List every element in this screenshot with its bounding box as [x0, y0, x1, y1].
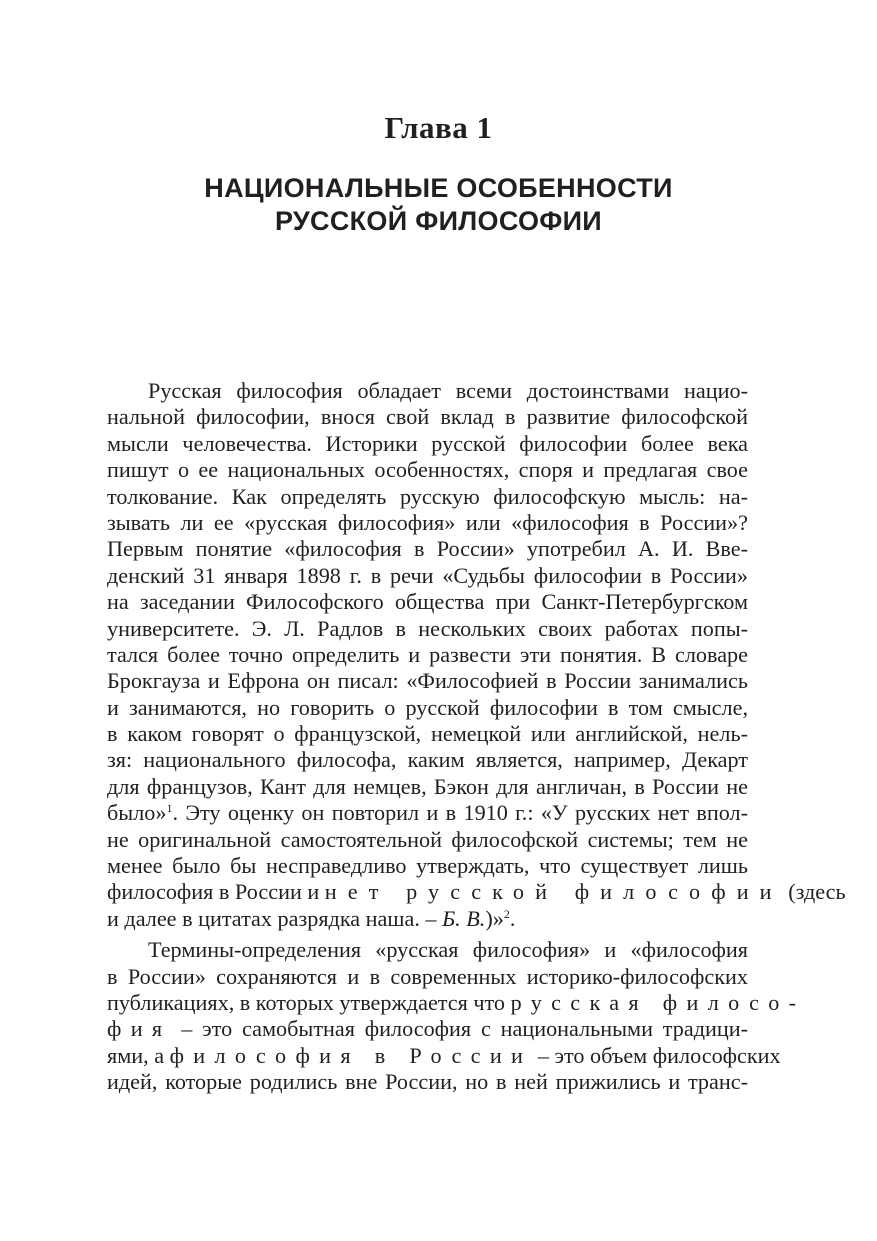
- text-line: [107, 1042, 781, 1069]
- text-line: [107, 906, 748, 932]
- text-line: и занимаются, но говорить о русской философии в том смысле,: [107, 694, 748, 720]
- text-line: пишут о ее национальных особенностях, споря и предлагая свое: [107, 457, 748, 483]
- spaced-emphasis: философия в России: [169, 1042, 533, 1068]
- text-line: мысли человечества. Историки русской философии более века: [107, 430, 748, 456]
- text-segment: философия в России и: [107, 879, 320, 905]
- footnote-ref-2[interactable]: 2: [503, 907, 510, 922]
- spaced-emphasis: нет русской философии: [324, 879, 783, 905]
- text-line: Брокгауза и Ефрона он писал: «Философией в России занимались: [107, 668, 748, 694]
- text-line: [107, 989, 806, 1016]
- text-line: для французов, Кант для немцев, Бэкон для англичан, в России не: [107, 773, 748, 799]
- text-line: толкование. Как определять русскую философскую мысль: на-: [107, 483, 748, 509]
- text-line: Термины-определения «русская философия» и «философия: [148, 937, 748, 963]
- text-segment: ями, а: [107, 1042, 165, 1068]
- text-line: менее было бы несправедливо утверждать, что существует лишь: [107, 853, 748, 879]
- text-line: нальной философии, внося свой вклад в развитие философской: [107, 404, 748, 430]
- text-line: зя: национального философа, каким является, например, Декарт: [107, 747, 748, 773]
- chapter-number: Глава 1: [384, 110, 493, 145]
- body-text: [107, 378, 846, 1096]
- text-line: [107, 1016, 748, 1042]
- author-initials: Б. В.: [442, 905, 486, 931]
- text-line: тался более точно определить и развести эти понятия. В словаре: [107, 641, 748, 667]
- spaced-emphasis: русская филосо-: [510, 989, 806, 1015]
- chapter-title-line: НАЦИОНАЛЬНЫЕ ОСОБЕННОСТИ: [204, 173, 673, 203]
- chapter-title-line: РУССКОЙ ФИЛОСОФИИ: [274, 206, 603, 236]
- text-line: зывать ли ее «русская философия» или «философия в России»?: [107, 509, 748, 535]
- text-segment: (здесь: [788, 879, 846, 905]
- text-line: не оригинальной самостоятельной философской системы; тем не: [107, 826, 748, 852]
- text-line: денский 31 января 1898 г. в речи «Судьбы философии в России»: [107, 562, 748, 588]
- text-segment: было»: [107, 800, 167, 826]
- text-segment: )»: [485, 905, 504, 931]
- text-segment: и далее в цитатах разрядка наша. –: [107, 905, 437, 931]
- text-segment: . Эту оценку он повторил и в 1910 г.: «У русских нет впол-: [172, 800, 748, 826]
- text-segment: .: [509, 905, 516, 931]
- text-line: университете. Э. Л. Радлов в нескольких своих работах попы-: [107, 615, 748, 641]
- text-line: Первым понятие «философия в России» употребил А. И. Вве-: [107, 536, 748, 562]
- text-line: в каком говорят о французской, немецкой или английской, нель-: [107, 721, 748, 747]
- text-line: на заседании Философского общества при Санкт-Петербургском: [107, 589, 748, 615]
- text-segment: – это самобытная философия с национальными традици-: [181, 1016, 749, 1042]
- text-line: Русская философия обладает всеми достоинствами нацио-: [148, 378, 748, 403]
- text-segment: публикациях, в которых утверждается что: [107, 989, 506, 1015]
- paragraph: [107, 378, 846, 932]
- text-line: [107, 800, 748, 826]
- text-line: идей, которые родились вне России, но в ней прижились и транс-: [107, 1069, 748, 1095]
- text-line: в России» сохраняются и в современных историко-философских: [107, 963, 748, 989]
- chapter-title: [0, 172, 877, 238]
- footnote-ref-1[interactable]: 1: [166, 801, 173, 816]
- paragraph: [107, 937, 806, 1095]
- text-segment: – это объем философских: [537, 1042, 781, 1068]
- text-line: [107, 879, 846, 905]
- spaced-emphasis: фия: [107, 1016, 172, 1042]
